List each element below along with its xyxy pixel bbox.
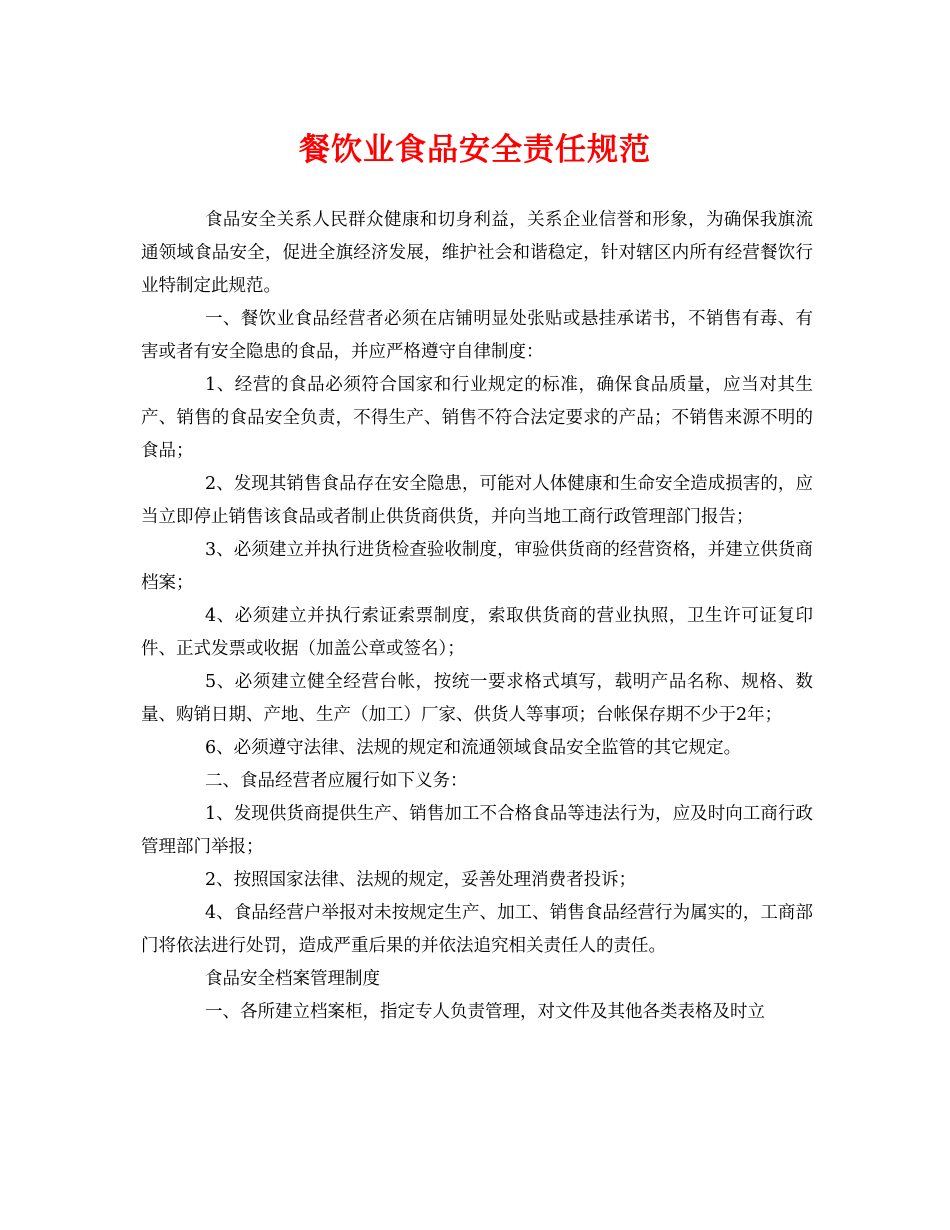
intro-paragraph: 食品安全关系人民群众健康和切身利益，关系企业信誉和形象，为确保我旗流通领域食品安全，促进全旗经济发展，维护社会和谐稳定，针对辖区内所有经营餐饮行业特制定此规范。 (141, 210, 813, 296)
list-item: 1、经营的食品必须符合国家和行业规定的标准，确保食品质量，应当对其生产、销售的食品安全负责，不得生产、销售不符合法定要求的产品；不销售来源不明的食品； (141, 375, 813, 461)
list-item: 2、发现其销售食品存在安全隐患，可能对人体健康和生命安全造成损害的，应当立即停止销售该食品或者制止供货商供货，并向当地工商行政管理部门报告； (141, 474, 813, 527)
list-item: 4、食品经营户举报对未按规定生产、加工、销售食品经营行为属实的，工商部门将依法进行处罚，造成严重后果的并依法追究相关责任人的责任。 (141, 903, 813, 956)
list-item: 4、必须建立并执行索证索票制度，索取供货商的营业执照，卫生许可证复印件、正式发票或收据（加盖公章或签名）； (141, 606, 813, 659)
document-title: 餐饮业食品安全责任规范 (299, 132, 651, 168)
subheading: 食品安全档案管理制度 (205, 969, 380, 989)
list-item: 3、必须建立并执行进货检查验收制度，审验供货商的经营资格，并建立供货商档案； (141, 540, 813, 593)
list-item: 6、必须遵守法律、法规的规定和流通领域食品安全监管的其它规定。 (205, 738, 742, 758)
list-item: 2、按照国家法律、法规的规定，妥善处理消费者投诉； (205, 870, 637, 890)
list-item: 5、必须建立健全经营台帐，按统一要求格式填写，载明产品名称、规格、数量、购销日期、产地、生产（加工）厂家、供货人等事项；台帐保存期不少于2年； (141, 672, 813, 725)
section-one-heading: 一、餐饮业食品经营者必须在店铺明显处张贴或悬挂承诺书，不销售有毒、有害或者有安全隐患的食品，并应严格遵守自律制度： (141, 309, 813, 362)
list-item: 1、发现供货商提供生产、销售加工不合格食品等违法行为，应及时向工商行政管理部门举报； (141, 804, 813, 857)
list-item: 一、各所建立档案柜，指定专人负责管理，对文件及其他各类表格及时立 (205, 1002, 765, 1022)
document-body (141, 204, 813, 1029)
section-two-heading: 二、食品经营者应履行如下义务： (205, 771, 468, 791)
